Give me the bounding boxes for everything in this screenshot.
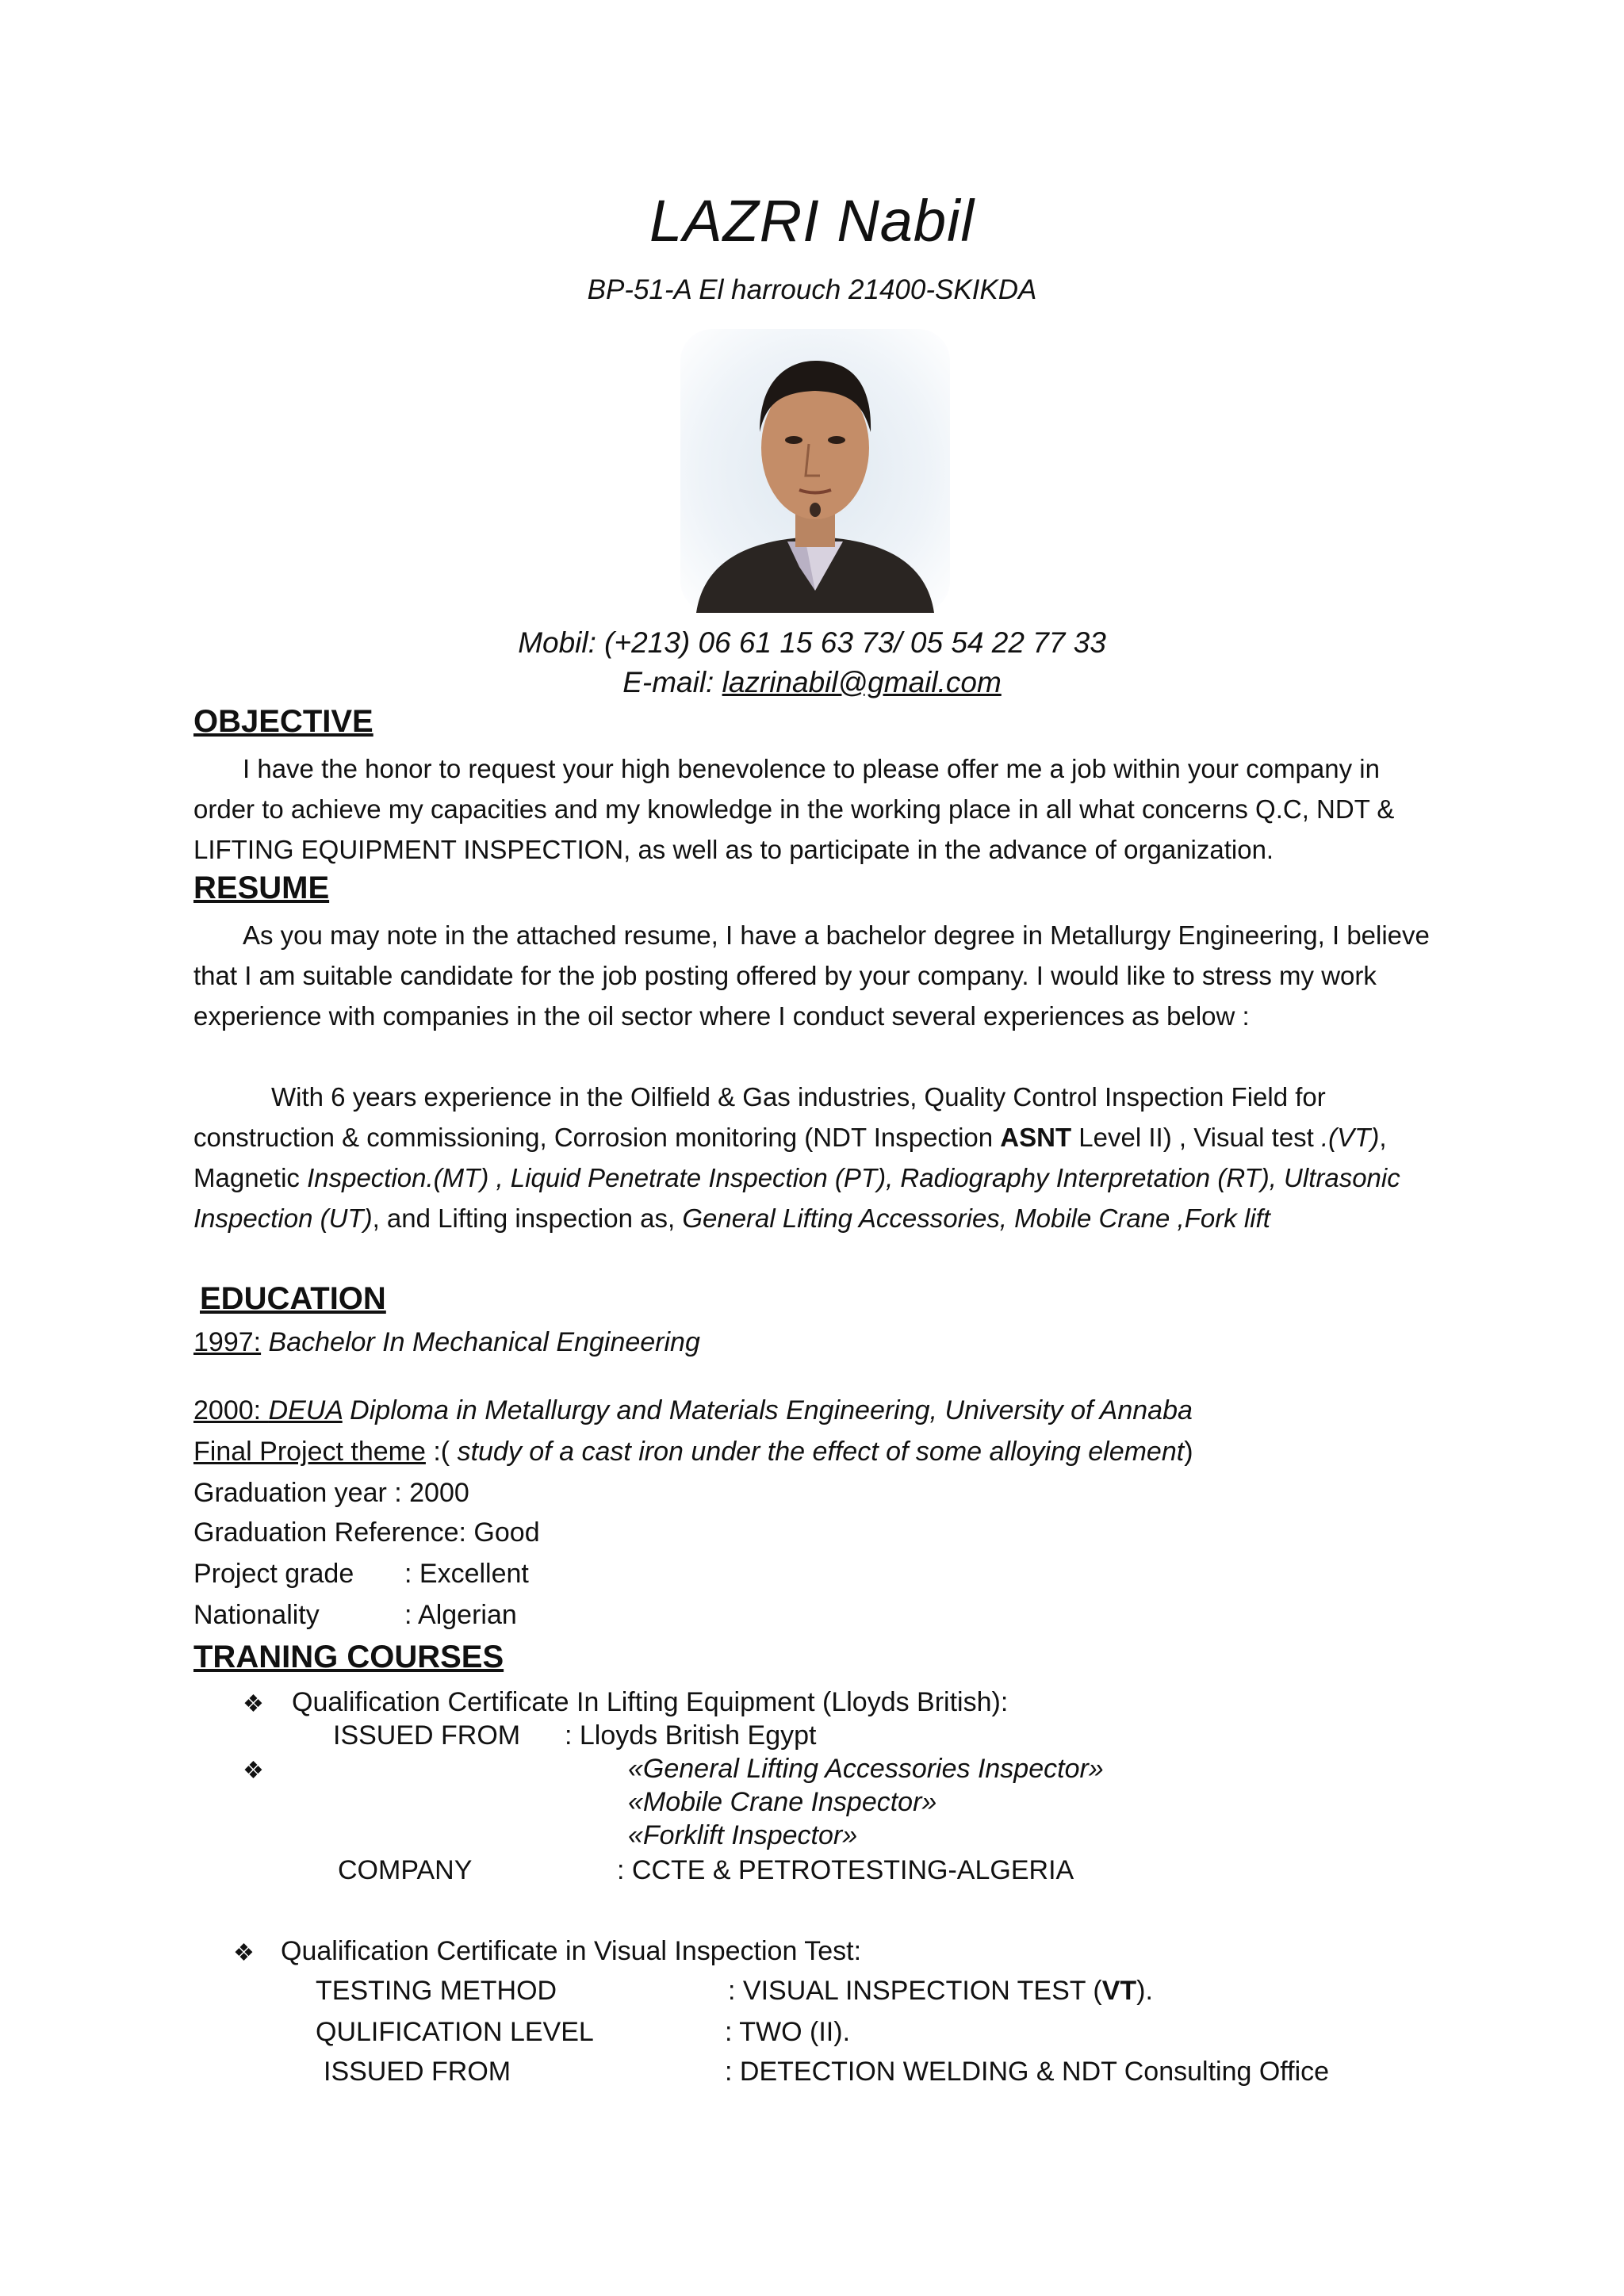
resume-text: As you may note in the attached resume, I have a bachelor degree in Metallurgy Engineering, I believe that I am suitable candidate for the job posting offered by your company. I would like to stress my work experience with companies in the oil sector where I conduct several experiences as below : xyxy=(193,920,1430,1031)
email-label: E-mail: xyxy=(622,666,722,698)
exp-lifting: General Lifting Accessories, Mobile Crane ,Fork lift xyxy=(682,1203,1270,1233)
postal-address: BP-51-A El harrouch 21400-SKIKDA xyxy=(587,274,1037,305)
cert1-issued-label: ISSUED FROM xyxy=(333,1720,521,1751)
graduation-year: Graduation year : 2000 xyxy=(193,1478,469,1508)
graduation-reference: Graduation Reference: Good xyxy=(193,1517,540,1548)
cert1-item: «Mobile Crane Inspector» xyxy=(628,1787,937,1817)
nationality-value: : Algerian xyxy=(404,1600,517,1630)
training-heading: TRANING COURSES xyxy=(193,1640,504,1674)
project-grade-label: Project grade xyxy=(193,1559,354,1589)
final-open: :( xyxy=(425,1437,450,1467)
nationality-label: Nationality xyxy=(193,1600,320,1630)
cert1-company-label: COMPANY xyxy=(338,1855,473,1885)
year-2000: 2000: xyxy=(193,1395,269,1425)
cert2-level-label: QULIFICATION LEVEL xyxy=(316,2017,594,2047)
exp-part-4: , and Lifting inspection as, xyxy=(372,1203,683,1233)
year-1997: 1997: xyxy=(193,1327,262,1357)
objective-text: I have the honor to request your high benevolence to please offer me a job within your company in order to achieve my capacities and my knowledge in the working place in all what concerns Q.C, NDT & LIFTING EQUIPMENT INSPECTION, as well as to participate in the advance of organization. xyxy=(193,754,1395,864)
email-link[interactable]: lazrinabil@gmail.com xyxy=(722,666,1002,698)
exp-vt: .(VT) xyxy=(1321,1123,1380,1152)
cert2-method-value xyxy=(728,1976,1153,2007)
cert2-method-label: TESTING METHOD xyxy=(316,1976,557,2006)
degree-1997: Bachelor In Mechanical Engineering xyxy=(261,1327,700,1357)
portrait-illustration xyxy=(680,329,950,613)
education-heading: EDUCATION xyxy=(200,1281,386,1316)
education-1997 xyxy=(193,1327,700,1358)
final-project-theme: study of a cast iron under the effect of some alloying element xyxy=(450,1437,1185,1467)
experience-paragraph xyxy=(193,1077,1431,1238)
education-2000 xyxy=(193,1395,1193,1426)
cert2-level-value: : TWO (II). xyxy=(725,2017,851,2047)
cert2-issued-label: ISSUED FROM xyxy=(324,2057,511,2087)
bullet-icon: ❖ xyxy=(243,1691,264,1717)
cert1-item: «Forklift Inspector» xyxy=(628,1820,858,1850)
project-grade-value: : Excellent xyxy=(404,1559,529,1589)
objective-heading: OBJECTIVE xyxy=(193,704,373,739)
exp-part-2: Level II) , Visual test xyxy=(1071,1123,1322,1152)
cert2-method-c: ). xyxy=(1136,1976,1153,2006)
mobile-number: Mobil: (+213) 06 61 15 63 73/ 05 54 22 77 33 xyxy=(518,626,1106,659)
deua-label: DEUA xyxy=(268,1395,343,1425)
exp-part-3: , Magnetic xyxy=(193,1123,1387,1192)
candidate-name: LAZRI Nabil xyxy=(649,188,975,254)
cert2-title: Qualification Certificate in Visual Inspection Test: xyxy=(281,1936,862,1966)
cert2-issued-value: : DETECTION WELDING & NDT Consulting Office xyxy=(725,2057,1330,2087)
cert1-issued-value: : Lloyds British Egypt xyxy=(565,1720,817,1751)
bullet-icon: ❖ xyxy=(233,1940,255,1966)
cert1-item: «General Lifting Accessories Inspector» xyxy=(628,1754,1104,1784)
cert2-method-a: : VISUAL INSPECTION TEST ( xyxy=(728,1976,1102,2006)
exp-methods: Inspection.(MT) , Liquid Penetrate Inspection (PT), Radiography Interpretation (RT), Ultrasonic Inspection (UT) xyxy=(193,1163,1400,1233)
final-project xyxy=(193,1437,1193,1468)
final-project-label: Final Project theme xyxy=(193,1437,426,1467)
degree-2000: Diploma in Metallurgy and Materials Engineering, University of Annaba xyxy=(342,1395,1193,1425)
bullet-icon: ❖ xyxy=(243,1758,264,1784)
exp-part-1: With 6 years experience in the Oilfield & Gas industries, Quality Control Inspection Field for construction & commissioning, Corrosion monitoring (NDT Inspection xyxy=(193,1082,1326,1152)
resume-heading: RESUME xyxy=(193,871,330,905)
profile-photo xyxy=(680,329,950,613)
cert1-title: Qualification Certificate In Lifting Equipment (Lloyds British): xyxy=(292,1687,1009,1717)
email-line xyxy=(0,666,1624,699)
final-close: ) xyxy=(1184,1437,1193,1467)
cert2-method-vt: VT xyxy=(1101,1976,1137,2006)
exp-asnt: ASNT xyxy=(1000,1123,1072,1152)
cert1-company-value: : CCTE & PETROTESTING-ALGERIA xyxy=(617,1855,1074,1885)
